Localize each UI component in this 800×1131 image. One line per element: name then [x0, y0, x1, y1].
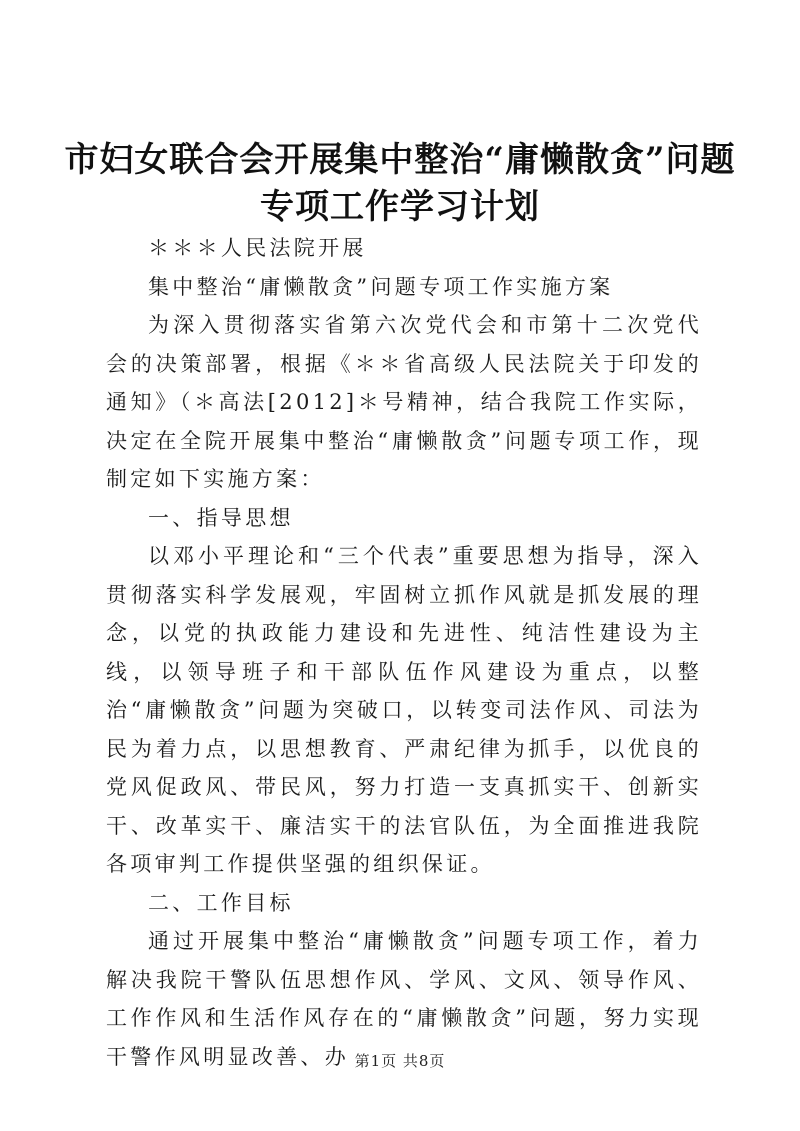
section-heading-work-goals: 二、工作目标 — [148, 890, 294, 915]
paragraph-court-name: ＊＊＊人民法院开展 — [148, 236, 367, 260]
document-title-line-1: 市妇女联合会开展集中整治“庸懒散贪”问题 — [64, 140, 736, 180]
paragraph-plan-title: 集中整治“庸懒散贪”问题专项工作实施方案 — [148, 274, 614, 299]
paragraph-guiding-ideology: 以邓小平理论和“三个代表”重要思想为指导，深入贯彻落实科学发展观，牢固树立抓作风就是抓发展的理念，以党的执政能力建设和先进性、纯洁性建设为主线，以领导班子和干部队伍作风建设为重点，以整治“庸懒散贪”问题为突破口，以转变司法作风、司法为民为着力点，以思想教育、严肃纪律为抓手，以优良的党风促政风、带民风，努力打造一支真抓实干、创新实干、改革实干、廉洁实干的法官队伍，为全面推进我院各项审判工作提供坚强的组织保证。 — [106, 544, 702, 876]
document-title-line-2: 专项工作学习计划 — [260, 187, 540, 227]
page-footer: 第1页 共8页 — [354, 1052, 446, 1070]
section-heading-guiding-ideology: 一、指导思想 — [148, 505, 294, 530]
document-body — [106, 229, 702, 1076]
paragraph-intro: 为深入贯彻落实省第六次党代会和市第十二次党代会的决策部署，根据《＊＊省高级人民法院关于印发的通知》（＊高法[2012]＊号精神，结合我院工作实际，决定在全院开展集中整治“庸懒散贪”问题专项工作，现制定如下实施方案： — [106, 313, 702, 491]
paragraph-work-goals: 通过开展集中整治“庸懒散贪”问题专项工作，着力解决我院干警队伍思想作风、学风、文风、领导作风、工作作风和生活作风存在的“庸懒散贪”问题，努力实现干警作风明显改善、办 — [106, 929, 702, 1069]
